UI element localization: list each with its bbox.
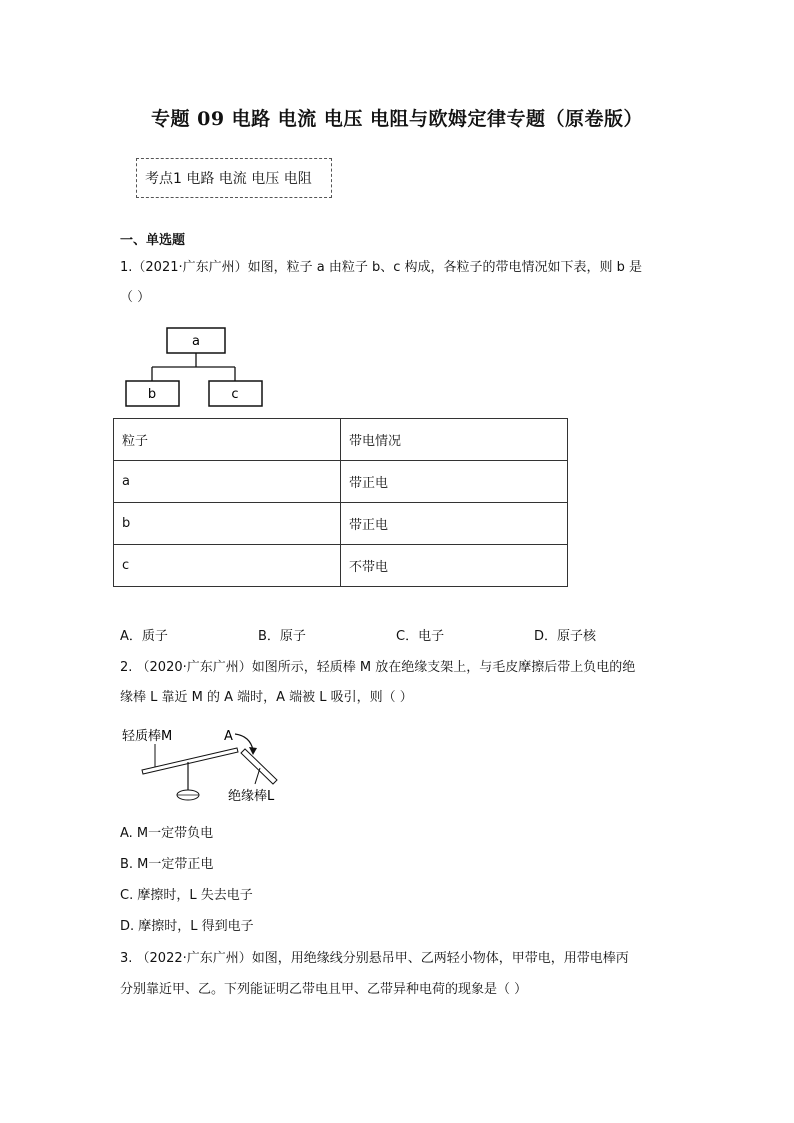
- node-b-label: b: [147, 387, 157, 402]
- q1-option-c[interactable]: C．电子: [396, 629, 445, 644]
- q2-option-c[interactable]: C. 摩擦时，L 失去电子: [120, 888, 253, 903]
- rod-m: [142, 748, 238, 774]
- section-heading: 一、单选题: [120, 233, 186, 248]
- q2-option-b[interactable]: B. M一定带正电: [120, 857, 214, 872]
- table-cell: b: [114, 503, 341, 545]
- table-cell: 不带电: [341, 545, 568, 587]
- table-row: [114, 503, 568, 545]
- q2-rod-figure: [120, 720, 290, 810]
- table-cell: 带正电: [341, 461, 568, 503]
- q1-stem-line1: 1.（2021·广东广州）如图，粒子 a 由粒子 b、c 构成，各粒子的带电情况如下表，则 b 是: [120, 260, 643, 275]
- topic-label: 考点1 电路 电流 电压 电阻: [145, 171, 312, 187]
- table-row: [114, 461, 568, 503]
- q2-option-d[interactable]: D. 摩擦时，L 得到电子: [120, 919, 254, 934]
- q3-stem-line1: 3. （2022·广东广州）如图，用绝缘线分别悬吊甲、乙两轻小物体，甲带电，用带电棒丙: [120, 951, 629, 966]
- page-title: 专题 09 电路 电流 电压 电阻与欧姆定律专题（原卷版）: [150, 108, 643, 130]
- q1-charge-table: [113, 418, 568, 587]
- q3-stem-line2: 分别靠近甲、乙。下列能证明乙带电且甲、乙带异种电荷的现象是（ ）: [120, 982, 528, 997]
- topic-box: [136, 158, 332, 198]
- q1-option-a[interactable]: A．质子: [120, 629, 168, 644]
- q1-particle-diagram: [120, 322, 270, 412]
- table-header-cell: 粒子: [114, 419, 341, 461]
- leader-l: [255, 768, 260, 784]
- q2-stem-line2: 缘棒 L 靠近 M 的 A 端时，A 端被 L 吸引，则（ ）: [120, 690, 413, 705]
- q1-stem-line2: （ ）: [120, 290, 151, 305]
- label-rod-m: 轻质棒M: [122, 729, 173, 744]
- node-c-label: c: [231, 387, 239, 402]
- table-cell: c: [114, 545, 341, 587]
- table-row: [114, 545, 568, 587]
- table-header-cell: 带电情况: [341, 419, 568, 461]
- q1-option-d[interactable]: D．原子核: [534, 629, 597, 644]
- table-cell: a: [114, 461, 341, 503]
- q1-option-b[interactable]: B．原子: [258, 629, 306, 644]
- q2-option-a[interactable]: A. M一定带负电: [120, 826, 214, 841]
- table-cell: 带正电: [341, 503, 568, 545]
- q2-stem-line1: 2. （2020·广东广州）如图所示，轻质棒 M 放在绝缘支架上，与毛皮摩擦后带上负电的绝: [120, 660, 636, 675]
- label-end-a: A: [224, 729, 233, 744]
- rod-l: [241, 749, 277, 784]
- node-a-label: a: [192, 334, 200, 349]
- table-header-row: [114, 419, 568, 461]
- label-rod-l: 绝缘棒L: [228, 789, 275, 804]
